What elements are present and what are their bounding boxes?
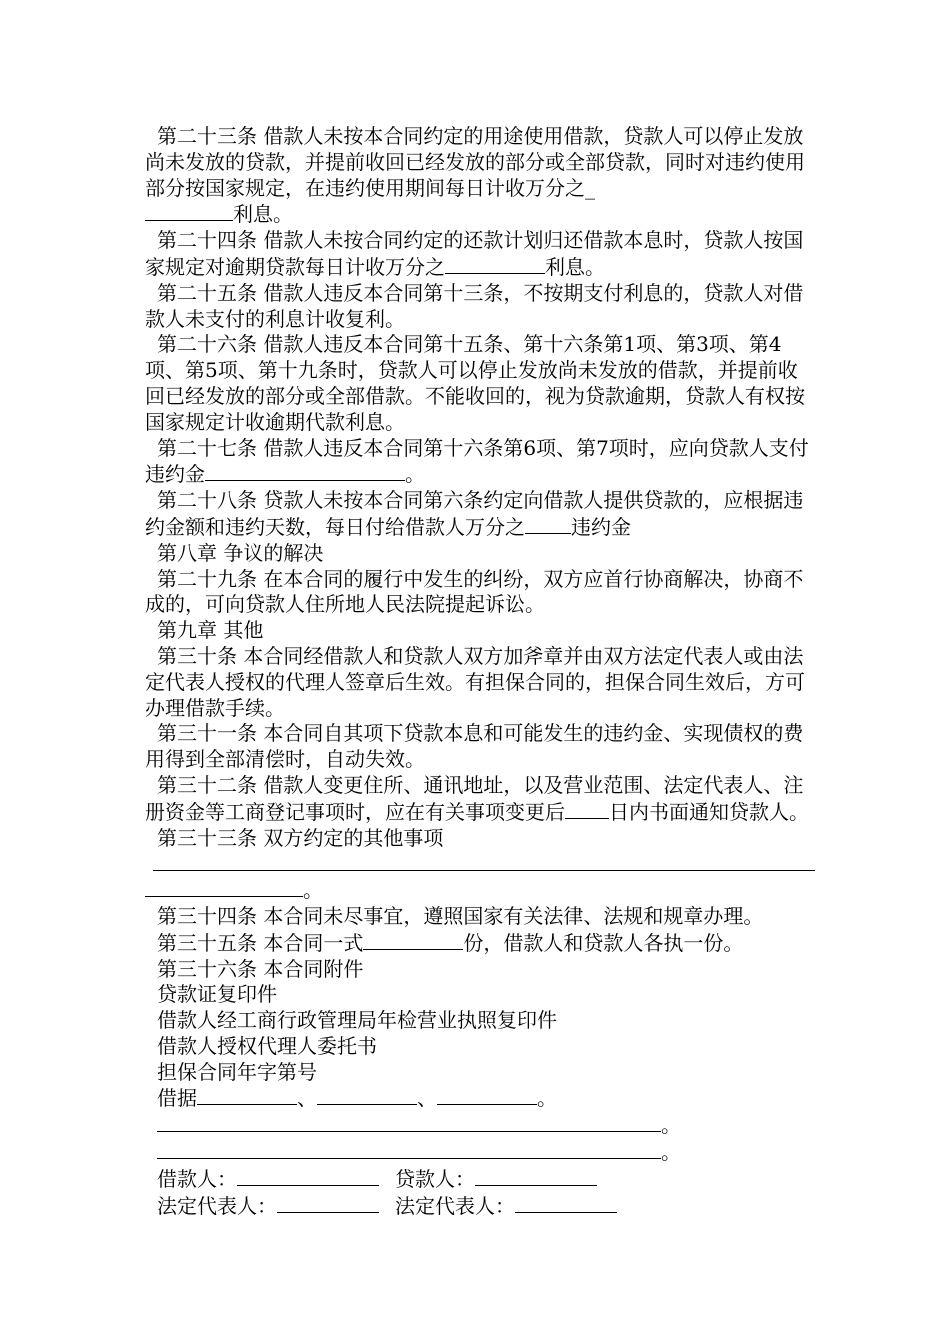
article-34: 第三十四条 本合同未尽事宜，遵照国家有关法律、法规和规章办理。 xyxy=(157,903,764,928)
blank-field xyxy=(437,1085,537,1105)
chapter-9-heading: 第九章 其他 xyxy=(157,618,264,643)
attachment-1: 贷款证复印件 xyxy=(157,982,277,1007)
article-30: 第三十条 本合同经借款人和贷款人双方加斧章并由双方法定代表人或由法定代表人授权的代理人签章后生效。有担保合同的，担保合同生效后，方可办理借款手续。 xyxy=(145,643,805,720)
lender-rep-signature-field xyxy=(515,1193,617,1213)
article-35 xyxy=(145,930,810,957)
blank-field xyxy=(445,254,545,274)
attachment-2: 借款人经工商行政管理局年检营业执照复印件 xyxy=(157,1008,557,1033)
blank-field xyxy=(145,201,233,221)
blank-field xyxy=(157,1112,661,1132)
attachment-5-end: 。 xyxy=(537,1086,557,1111)
article-35-text: 第三十五条 本合同一式 xyxy=(157,930,364,955)
article-32-end: 日内书面通知贷款人。 xyxy=(609,799,809,824)
attachment-5 xyxy=(145,1085,810,1112)
blank-line-end: 。 xyxy=(661,1113,681,1138)
article-28 xyxy=(145,488,810,541)
article-36: 第三十六条 本合同附件 xyxy=(157,956,364,981)
article-32 xyxy=(145,773,810,826)
article-33-end: 。 xyxy=(303,878,323,903)
article-23-cont xyxy=(145,201,810,228)
chapter-8-heading: 第八章 争议的解决 xyxy=(157,540,324,565)
lender-label: 贷款人： xyxy=(395,1166,475,1191)
article-25: 第二十五条 借款人违反本合同第十三条，不按期支付利息的，贷款人对借款人未支付的利息计收复利。 xyxy=(145,280,804,331)
attachment-blank-line-1 xyxy=(145,1112,810,1139)
blank-field xyxy=(317,1085,417,1105)
article-28-end: 违约金 xyxy=(571,514,631,539)
attachment-blank-line-2 xyxy=(145,1139,810,1166)
attachment-3: 借款人授权代理人委托书 xyxy=(157,1033,377,1058)
blank-field xyxy=(145,877,303,897)
article-33-blank-end xyxy=(145,877,810,904)
borrower-rep-label: 法定代表人： xyxy=(157,1193,277,1218)
article-31: 第三十一条 本合同自其项下贷款本息和可能发生的违约金、实现债权的费用得到全部清偿时，自动失效。 xyxy=(145,721,804,772)
article-27 xyxy=(145,436,810,489)
contract-page xyxy=(145,124,810,1219)
separator: 、 xyxy=(417,1086,437,1111)
article-23 xyxy=(145,124,810,201)
article-33: 第三十三条 双方约定的其他事项 xyxy=(157,825,444,850)
attachment-4: 担保合同年字第号 xyxy=(157,1059,317,1084)
article-27-text: 第二十七条 借款人违反本合同第十六条第6项、第7项时，应向贷款人支付违约金 xyxy=(145,435,809,487)
lender-signature-field xyxy=(475,1166,597,1186)
signature-row-1 xyxy=(145,1166,810,1193)
blank-field xyxy=(153,851,815,871)
article-23-text: 第二十三条 借款人未按本合同约定的用途使用借款，贷款人可以停止发放尚未发放的贷款，并提前收回已经发放的部分或全部贷款，同时对违约使用部分按国家规定，在违约使用期间每日计收万分之_ xyxy=(145,124,805,200)
separator: 、 xyxy=(297,1086,317,1111)
article-27-end: 。 xyxy=(405,462,425,487)
article-24-text: 第二十四条 借款人未按合同约定的还款计划归还借款本息时，贷款人按国家规定对逾期贷款每日计收万分之 xyxy=(145,228,804,279)
blank-field xyxy=(205,461,405,481)
attachment-5-text: 借据 xyxy=(157,1086,197,1111)
blank-field xyxy=(565,799,609,819)
blank-field xyxy=(157,1139,661,1159)
blank-field xyxy=(197,1085,297,1105)
borrower-label: 借款人： xyxy=(157,1166,237,1191)
article-26: 第二十六条 借款人违反本合同第十五条、第十六条第1项、第3项、第4项、第5项、第十九条时，贷款人可以停止发放尚未发放的借款，并提前收回已经发放的部分或全部借款。不能收回的，视为贷款逾期，贷款人有权按国家规定计收逾期代款利息。 xyxy=(145,332,805,434)
signature-row-2 xyxy=(145,1193,810,1220)
article-29: 第二十九条 在本合同的履行中发生的纠纷，双方应首行协商解决，协商不成的，可向贷款人住所地人民法院提起诉讼。 xyxy=(145,566,804,617)
article-35-end: 份，借款人和贷款人各执一份。 xyxy=(463,930,744,955)
lender-rep-label: 法定代表人： xyxy=(395,1193,515,1218)
article-33-blank-line xyxy=(145,851,810,877)
blank-line-end: 。 xyxy=(661,1140,681,1165)
article-24 xyxy=(145,228,810,281)
article-24-end: 利息。 xyxy=(545,254,605,279)
borrower-signature-field xyxy=(237,1166,379,1186)
article-23-end: 利息。 xyxy=(233,202,293,227)
borrower-rep-signature-field xyxy=(277,1193,379,1213)
blank-field xyxy=(525,514,571,534)
blank-field xyxy=(363,930,463,950)
article-28-text: 第二十八条 贷款人未按本合同第六条约定向借款人提供贷款的，应根据违约金额和违约天数，每日付给借款人万分之 xyxy=(145,488,804,539)
article-32-text: 第三十二条 借款人变更住所、通讯地址，以及营业范围、法定代表人、注册资金等工商登记事项时，应在有关事项变更后 xyxy=(145,772,804,824)
